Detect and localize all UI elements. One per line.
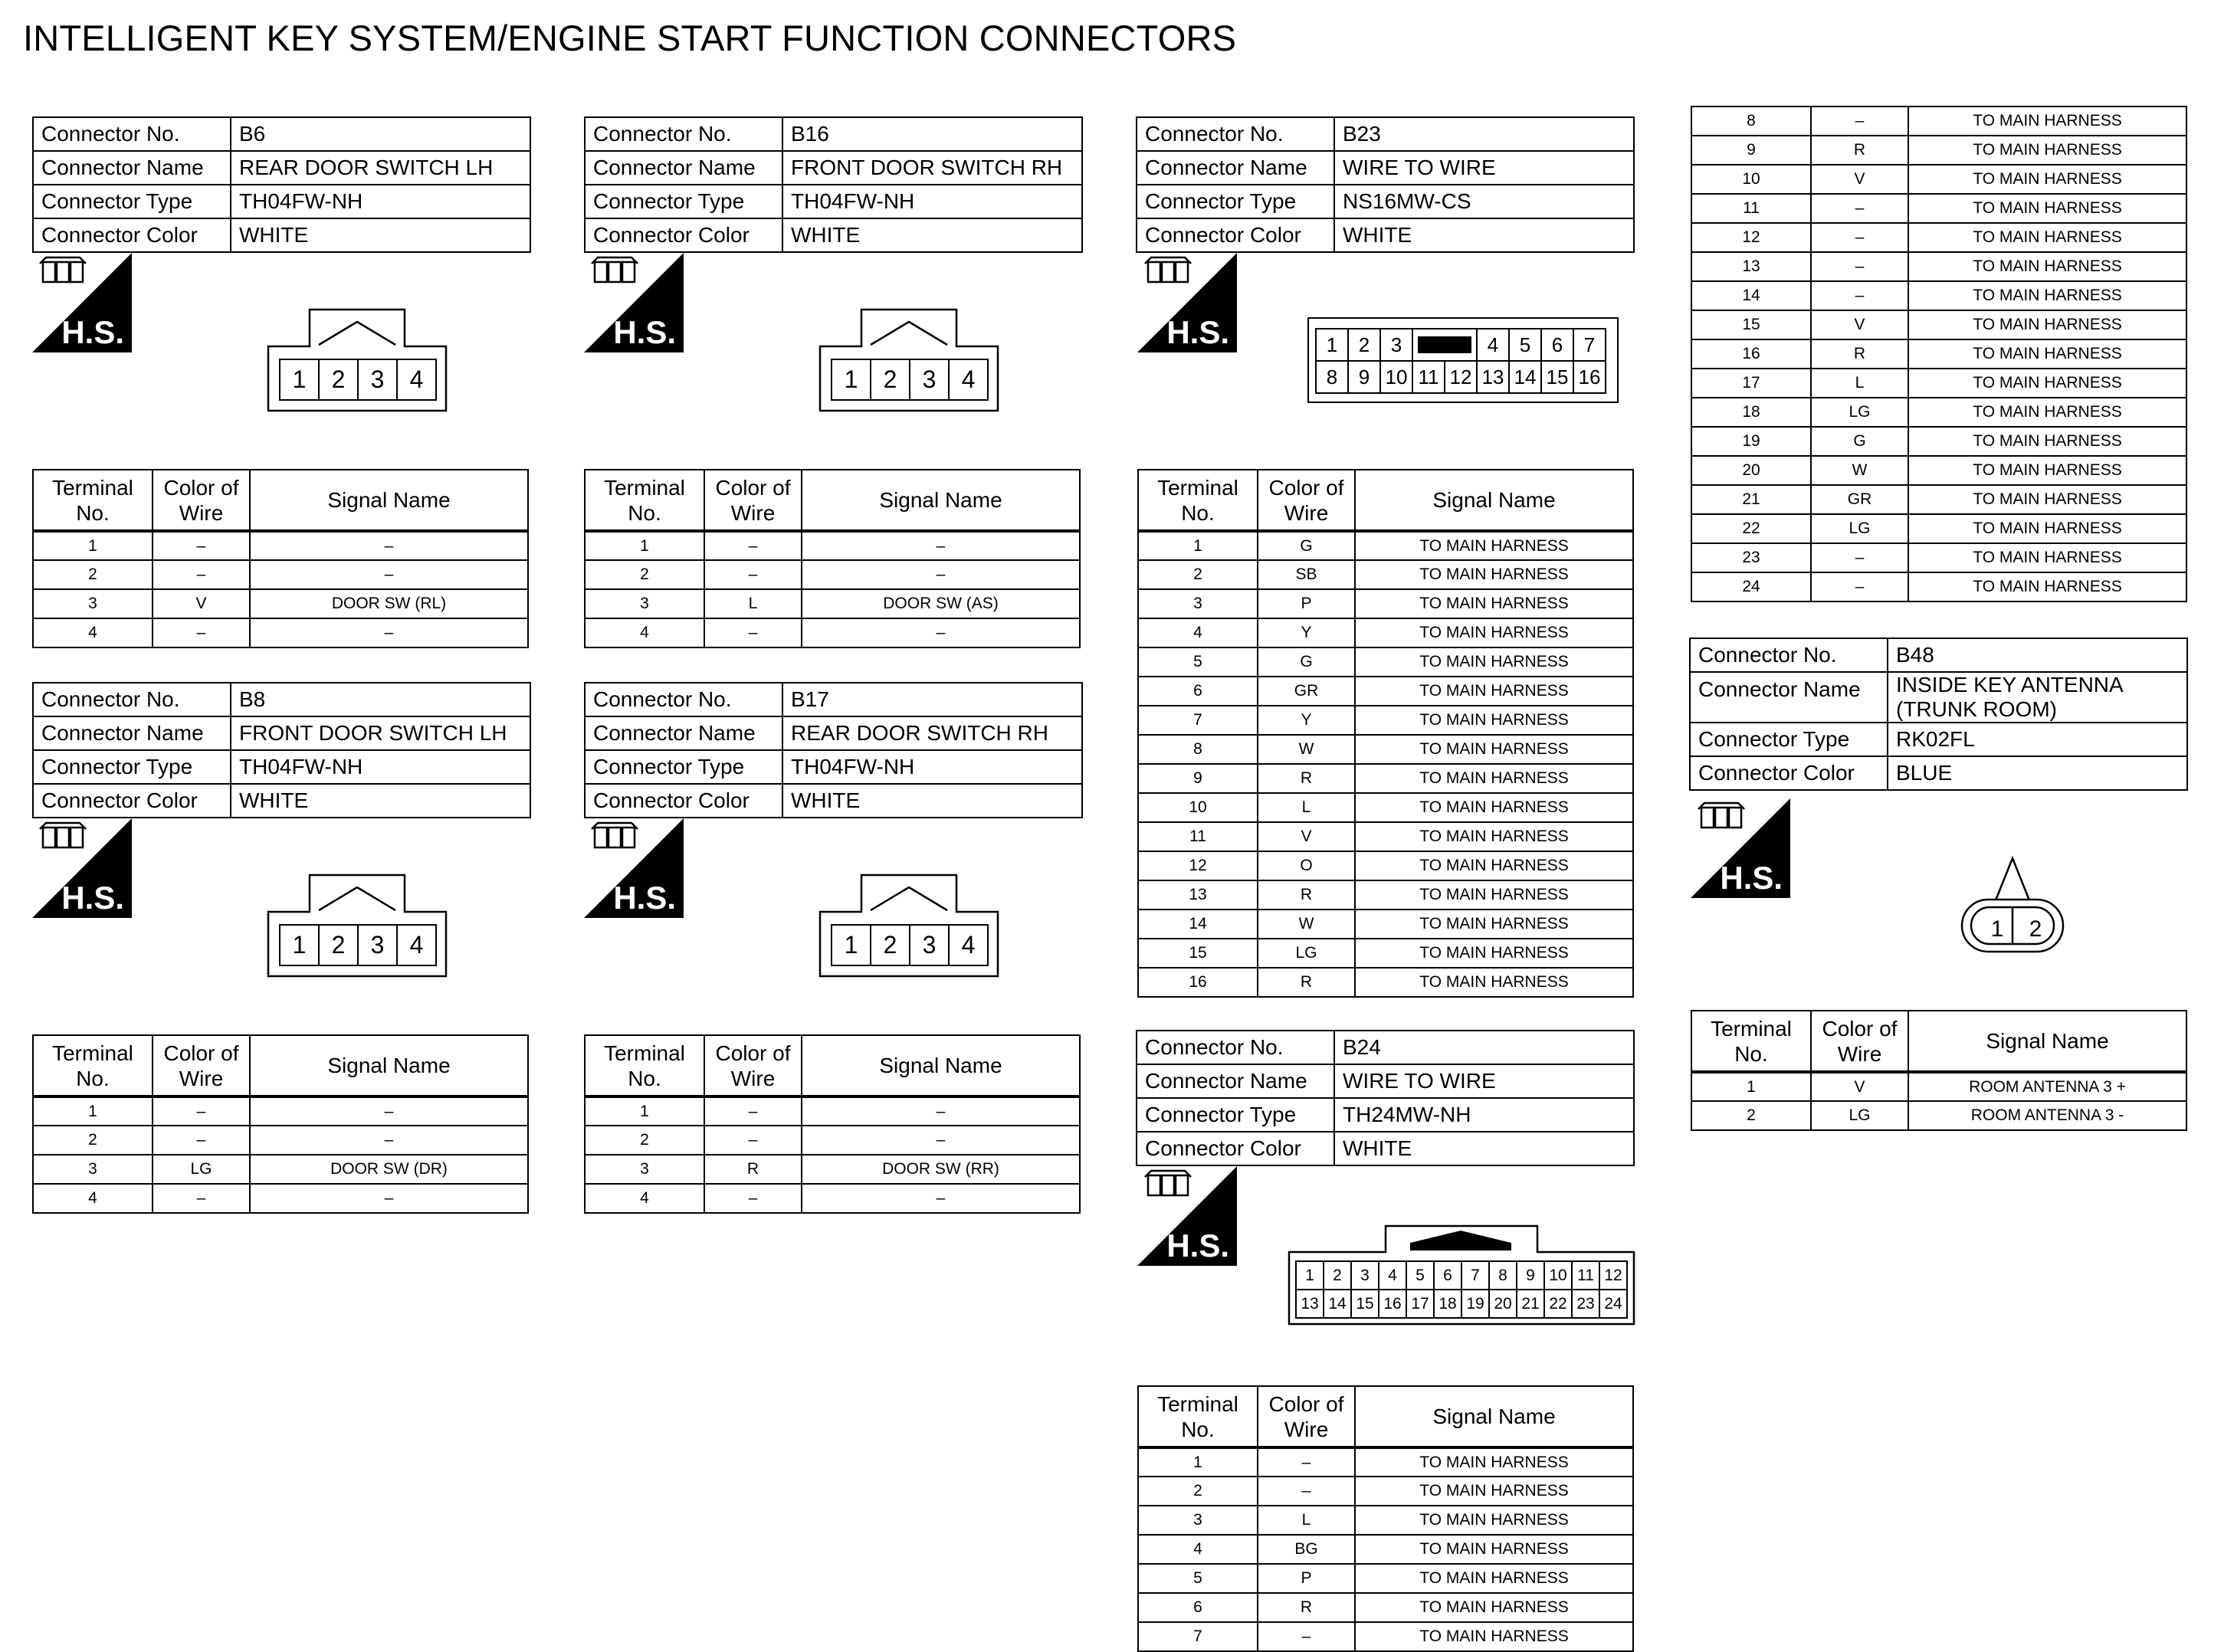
label-connector-no: Connector No. [1137, 117, 1334, 151]
table-row: 4 Y TO MAIN HARNESS [1138, 618, 1633, 647]
pin: 20 [1489, 1290, 1517, 1318]
table-row: 18 LG TO MAIN HARNESS [1691, 398, 2186, 427]
label-connector-type: Connector Type [585, 750, 782, 784]
label-connector-name: Connector Name [33, 716, 231, 750]
connector-name: REAR DOOR SWITCH LH [231, 151, 530, 185]
table-row: 10 L TO MAIN HARNESS [1138, 793, 1633, 822]
table-row: 20 W TO MAIN HARNESS [1691, 456, 2186, 485]
pin: 13 [1296, 1290, 1324, 1318]
terminal-table-b8 [32, 1034, 529, 1214]
table-row: 23 – TO MAIN HARNESS [1691, 543, 2186, 572]
pin: 17 [1406, 1290, 1434, 1318]
pin: 6 [1434, 1261, 1461, 1290]
label-connector-color: Connector Color [1690, 756, 1888, 790]
pin: 6 [1541, 329, 1573, 361]
table-row: 22 LG TO MAIN HARNESS [1691, 514, 2186, 543]
table-row: 2 – – [33, 1126, 528, 1155]
connector-color: WHITE [1334, 1132, 1634, 1165]
connector-color: WHITE [782, 784, 1082, 818]
pin: 8 [1316, 361, 1348, 393]
connector-type: RK02FL [1888, 723, 2187, 756]
hs-label: H.S. [61, 314, 124, 350]
pin: 5 [1509, 329, 1541, 361]
table-row: 1 – – [585, 1096, 1080, 1126]
pin: 24 [1599, 1290, 1627, 1318]
table-row: 15 V TO MAIN HARNESS [1691, 310, 2186, 339]
hs-label: H.S. [61, 880, 124, 916]
header-signal-name: Signal Name [1355, 470, 1633, 531]
pin: 15 [1541, 361, 1573, 393]
table-row: 1 – – [585, 531, 1080, 560]
label-connector-type: Connector Type [33, 185, 231, 218]
pin: 1 [1296, 1261, 1324, 1290]
pin-layout-b24 [1295, 1260, 1628, 1319]
connector-info-b17 [584, 682, 1083, 818]
header-terminal-no: Terminal No. [585, 470, 704, 531]
table-row: 7 Y TO MAIN HARNESS [1138, 706, 1633, 735]
header-color-of-wire: Color of Wire [704, 470, 802, 531]
pin: 2 [1324, 1261, 1351, 1290]
connector-name: WIRE TO WIRE [1334, 151, 1634, 185]
label-connector-color: Connector Color [585, 784, 782, 818]
table-row: 2 LG ROOM ANTENNA 3 - [1691, 1101, 2186, 1130]
pin: 14 [1324, 1290, 1351, 1318]
label-connector-name: Connector Name [585, 151, 782, 185]
label-connector-type: Connector Type [1137, 185, 1334, 218]
keyway [1412, 329, 1477, 361]
connector-type: TH04FW-NH [782, 750, 1082, 784]
pin: 9 [1348, 361, 1380, 393]
connector-color: WHITE [1334, 218, 1634, 252]
pin: 2 [1348, 329, 1380, 361]
label-connector-name: Connector Name [1137, 1064, 1334, 1098]
header-signal-name: Signal Name [1908, 1011, 2186, 1072]
pin: 2 [871, 359, 910, 400]
pin: 16 [1573, 361, 1606, 393]
pin: 1 [1316, 329, 1348, 361]
table-row: 4 – – [585, 1184, 1080, 1213]
header-signal-name: Signal Name [802, 1035, 1080, 1096]
pin: 4 [949, 925, 988, 965]
connector-type: NS16MW-CS [1334, 185, 1634, 218]
connector-name: INSIDE KEY ANTENNA (TRUNK ROOM) [1888, 672, 2187, 723]
connector-name: WIRE TO WIRE [1334, 1064, 1634, 1098]
table-row: 3 R DOOR SW (RR) [585, 1155, 1080, 1184]
header-terminal-no: Terminal No. [1138, 470, 1258, 531]
pin: 4 [949, 359, 988, 400]
header-signal-name: Signal Name [1355, 1386, 1633, 1447]
table-row: 8 – TO MAIN HARNESS [1691, 107, 2186, 136]
pin: 22 [1544, 1290, 1572, 1318]
connector-type: TH24MW-NH [1334, 1098, 1634, 1132]
label-connector-name: Connector Name [33, 151, 231, 185]
label-connector-no: Connector No. [1137, 1031, 1334, 1064]
pin: 14 [1509, 361, 1541, 393]
pin-layout-b8 [279, 924, 437, 966]
pin: 2 [319, 359, 358, 400]
harness-side-icon [32, 253, 132, 352]
harness-side-icon [584, 253, 684, 352]
pin: 13 [1477, 361, 1509, 393]
pin-layout-b6 [279, 359, 437, 401]
harness-side-icon [1137, 1166, 1237, 1266]
connector-type: TH04FW-NH [782, 185, 1082, 218]
label-connector-no: Connector No. [33, 117, 231, 151]
label-connector-color: Connector Color [33, 784, 231, 818]
table-row: 10 V TO MAIN HARNESS [1691, 165, 2186, 194]
pin: 1 [280, 359, 319, 400]
table-row: 4 – – [33, 1184, 528, 1213]
pin: 21 [1517, 1290, 1544, 1318]
hs-label: H.S. [613, 880, 676, 916]
connector-info-b24 [1136, 1030, 1635, 1166]
header-terminal-no: Terminal No. [585, 1035, 704, 1096]
connector-no: B6 [231, 117, 530, 151]
pin: 11 [1412, 361, 1445, 393]
label-connector-name: Connector Name [585, 716, 782, 750]
pin: 4 [397, 359, 436, 400]
table-row: 11 V TO MAIN HARNESS [1138, 822, 1633, 851]
terminal-table-b24-continued [1691, 106, 2187, 602]
label-connector-color: Connector Color [33, 218, 231, 252]
terminal-table-b24 [1137, 1385, 1634, 1652]
hs-label: H.S. [1166, 1228, 1229, 1264]
pin: 2 [319, 925, 358, 965]
pin: 15 [1351, 1290, 1379, 1318]
connector-info-b8 [32, 682, 531, 818]
pin: 3 [358, 359, 397, 400]
table-row: 17 L TO MAIN HARNESS [1691, 369, 2186, 398]
connector-no: B17 [782, 683, 1082, 716]
pin: 23 [1572, 1290, 1599, 1318]
pin-layout-b17 [831, 924, 989, 966]
header-color-of-wire: Color of Wire [1258, 470, 1355, 531]
table-row: 11 – TO MAIN HARNESS [1691, 194, 2186, 223]
label-connector-no: Connector No. [1690, 638, 1888, 672]
label-connector-color: Connector Color [585, 218, 782, 252]
connector-name: FRONT DOOR SWITCH LH [231, 716, 530, 750]
label-connector-name: Connector Name [1690, 672, 1888, 723]
table-row: 24 – TO MAIN HARNESS [1691, 572, 2186, 601]
connector-info-b23 [1136, 116, 1635, 253]
connector-shell-b48 [1954, 855, 2071, 961]
page-title: INTELLIGENT KEY SYSTEM/ENGINE START FUNCTION CONNECTORS [23, 18, 1237, 58]
header-color-of-wire: Color of Wire [1811, 1011, 1908, 1072]
pin: 12 [1599, 1261, 1627, 1290]
terminal-table-b23 [1137, 469, 1634, 998]
pin: 3 [1380, 329, 1412, 361]
pin: 1 [832, 925, 871, 965]
terminal-table-b16 [584, 469, 1081, 648]
hs-label: H.S. [613, 314, 676, 350]
table-row: 1 – – [33, 1096, 528, 1126]
pin: 5 [1406, 1261, 1434, 1290]
table-row: 16 R TO MAIN HARNESS [1691, 339, 2186, 369]
harness-side-icon [1691, 798, 1790, 898]
connector-name: FRONT DOOR SWITCH RH [782, 151, 1082, 185]
pin: 3 [1351, 1261, 1379, 1290]
connector-type: TH04FW-NH [231, 750, 530, 784]
pin: 3 [910, 359, 949, 400]
pin: 3 [358, 925, 397, 965]
harness-side-icon [1137, 253, 1237, 352]
pin: 4 [397, 925, 436, 965]
pin: 12 [1445, 361, 1477, 393]
table-row: 7 – TO MAIN HARNESS [1138, 1622, 1633, 1651]
table-row: 14 – TO MAIN HARNESS [1691, 281, 2186, 310]
header-color-of-wire: Color of Wire [153, 1035, 250, 1096]
pin: 10 [1380, 361, 1412, 393]
table-row: 6 GR TO MAIN HARNESS [1138, 677, 1633, 706]
pin: 1 [832, 359, 871, 400]
connector-no: B16 [782, 117, 1082, 151]
label-connector-type: Connector Type [1137, 1098, 1334, 1132]
connector-no: B8 [231, 683, 530, 716]
label-connector-color: Connector Color [1137, 218, 1334, 252]
pin: 8 [1489, 1261, 1517, 1290]
header-terminal-no: Terminal No. [1691, 1011, 1811, 1072]
pin: 3 [910, 925, 949, 965]
table-row: 8 W TO MAIN HARNESS [1138, 735, 1633, 764]
table-row: 4 – – [33, 618, 528, 647]
hs-label: H.S. [1720, 860, 1783, 896]
pin: 9 [1517, 1261, 1544, 1290]
table-row: 9 R TO MAIN HARNESS [1691, 136, 2186, 165]
connector-name: REAR DOOR SWITCH RH [782, 716, 1082, 750]
connector-info-b6 [32, 116, 531, 253]
label-connector-type: Connector Type [585, 185, 782, 218]
pin: 4 [1379, 1261, 1406, 1290]
table-row: 14 W TO MAIN HARNESS [1138, 910, 1633, 939]
table-row: 2 SB TO MAIN HARNESS [1138, 560, 1633, 589]
table-row: 12 – TO MAIN HARNESS [1691, 223, 2186, 252]
header-signal-name: Signal Name [802, 470, 1080, 531]
table-row: 13 R TO MAIN HARNESS [1138, 880, 1633, 910]
header-color-of-wire: Color of Wire [1258, 1386, 1355, 1447]
connector-color: BLUE [1888, 756, 2187, 790]
table-row: 4 BG TO MAIN HARNESS [1138, 1535, 1633, 1564]
table-row: 3 L DOOR SW (AS) [585, 589, 1080, 618]
pin: 7 [1461, 1261, 1489, 1290]
table-row: 1 – – [33, 531, 528, 560]
table-row: 3 P TO MAIN HARNESS [1138, 589, 1633, 618]
header-terminal-no: Terminal No. [1138, 1386, 1258, 1447]
connector-no: B48 [1888, 638, 2187, 672]
table-row: 16 R TO MAIN HARNESS [1138, 968, 1633, 997]
label-connector-name: Connector Name [1137, 151, 1334, 185]
terminal-table-b17 [584, 1034, 1081, 1214]
table-row: 2 – – [585, 560, 1080, 589]
table-row: 21 GR TO MAIN HARNESS [1691, 485, 2186, 514]
table-row: 13 – TO MAIN HARNESS [1691, 252, 2186, 281]
table-row: 2 – TO MAIN HARNESS [1138, 1477, 1633, 1506]
header-color-of-wire: Color of Wire [153, 470, 250, 531]
table-row: 1 – TO MAIN HARNESS [1138, 1447, 1633, 1477]
table-row: 5 P TO MAIN HARNESS [1138, 1564, 1633, 1593]
table-row: 4 – – [585, 618, 1080, 647]
connector-color: WHITE [231, 218, 530, 252]
pin: 11 [1572, 1261, 1599, 1290]
terminal-table-b48 [1691, 1010, 2187, 1131]
table-row: 6 R TO MAIN HARNESS [1138, 1593, 1633, 1622]
pin: 16 [1379, 1290, 1406, 1318]
pin: 1 [1990, 916, 2004, 942]
connector-info-b48 [1689, 638, 2188, 791]
header-signal-name: Signal Name [250, 1035, 528, 1096]
pin: 1 [280, 925, 319, 965]
table-row: 1 G TO MAIN HARNESS [1138, 531, 1633, 560]
table-row: 5 G TO MAIN HARNESS [1138, 647, 1633, 677]
table-row: 1 V ROOM ANTENNA 3 + [1691, 1072, 2186, 1101]
harness-side-icon [32, 818, 132, 918]
label-connector-no: Connector No. [585, 683, 782, 716]
connector-color: WHITE [782, 218, 1082, 252]
label-connector-type: Connector Type [33, 750, 231, 784]
pin: 2 [2029, 916, 2042, 942]
header-terminal-no: Terminal No. [33, 1035, 153, 1096]
label-connector-type: Connector Type [1690, 723, 1888, 756]
label-connector-color: Connector Color [1137, 1132, 1334, 1165]
table-row: 2 – – [33, 560, 528, 589]
table-row: 12 O TO MAIN HARNESS [1138, 851, 1633, 880]
harness-side-icon [584, 818, 684, 918]
connector-no: B24 [1334, 1031, 1634, 1064]
pin: 2 [871, 925, 910, 965]
connector-type: TH04FW-NH [231, 185, 530, 218]
pin: 7 [1573, 329, 1606, 361]
label-connector-no: Connector No. [585, 117, 782, 151]
table-row: 15 LG TO MAIN HARNESS [1138, 939, 1633, 968]
pin: 19 [1461, 1290, 1489, 1318]
table-row: 2 – – [585, 1126, 1080, 1155]
pin-layout-b16 [831, 359, 989, 401]
pin: 10 [1544, 1261, 1572, 1290]
table-row: 3 LG DOOR SW (DR) [33, 1155, 528, 1184]
connector-color: WHITE [231, 784, 530, 818]
connector-no: B23 [1334, 117, 1634, 151]
table-row: 19 G TO MAIN HARNESS [1691, 427, 2186, 456]
connector-info-b16 [584, 116, 1083, 253]
pin-layout-b23 [1315, 328, 1606, 394]
table-row: 3 L TO MAIN HARNESS [1138, 1506, 1633, 1535]
header-color-of-wire: Color of Wire [704, 1035, 802, 1096]
label-connector-no: Connector No. [33, 683, 231, 716]
pin: 4 [1477, 329, 1509, 361]
terminal-table-b6 [32, 469, 529, 648]
header-signal-name: Signal Name [250, 470, 528, 531]
table-row: 9 R TO MAIN HARNESS [1138, 764, 1633, 793]
pin: 18 [1434, 1290, 1461, 1318]
hs-label: H.S. [1166, 314, 1229, 350]
header-terminal-no: Terminal No. [33, 470, 153, 531]
table-row: 3 V DOOR SW (RL) [33, 589, 528, 618]
